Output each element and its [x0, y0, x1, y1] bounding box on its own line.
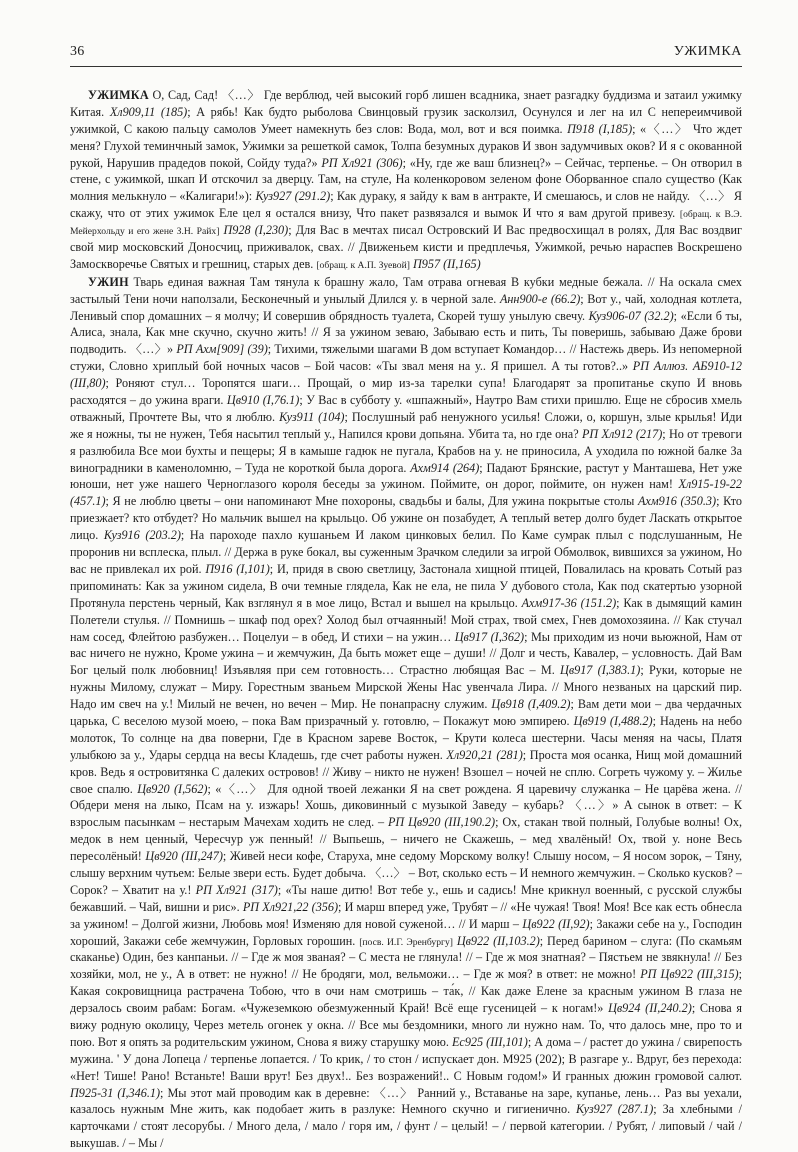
quote-text: ; Как в дымящий камин Полетели стулья. // Помнишь – шкаф под орех? Холод был отчаянный! Мой страх, твой смех, Гнев домохозяина. // Как стучал нам сосед, Флейтою разбужен… Поцелуи – в обед, И стихи – на ужин…: [70, 595, 743, 644]
quote-text: ; «〈…〉 Для одной твоей лежанки Я на свет рождена. Я царевичу служанка – Не царёва жена. // Обдери меня на лыко, Псам на у. изжарь! Хошь, диковинный с музыкой Заведу – кубарь? 〈…〉» А сынок в ответ: – К взрослым пасынкам – нестарым Мачехам ходить не след. –: [70, 781, 742, 830]
running-title: УЖИМКА: [673, 44, 742, 59]
citation-ref: РП Хл921 (317): [195, 882, 278, 897]
citation-ref: РП Цв922 (III,315): [640, 967, 739, 982]
citation-ref: П918 (I,185): [567, 121, 633, 136]
quote-text: ; А дома – / растет до ужина / свирепость мужина. ' У дона Лопеца / терпенье лопается. / То крик, / то стон / испускает дон. М925 (202); В разгаре у.. Вдруг, без перехода: «Нет! Тише! Рано! Встаньте! Ваши врут! Без двух!.. Без возражений!.. С Новым годом!» И гранных дюжин громовой салют.: [70, 1034, 742, 1083]
quote-text: ; Руки, которые не нужны Милому, служат – Миру. Горестным званьем Мирской Жены Нас увенчала Лира. // Много незваных на царский пир. Надо им свеч на у.! Милый не вечен, но вечен – Мир. Не понапрасну служим.: [70, 663, 742, 712]
citation-ref: Цв920 (I,562): [137, 781, 208, 796]
citation-ref: РП Хл921 (306): [321, 155, 403, 170]
quote-text: ; Как дураку, я зайду к вам в антракте, И смешаюсь, и слов не найду. 〈…〉 Я скажу, что от этих ужимок Еле цел я остался внизу, Что пакет развязался и вымок И что я вам другой привезу.: [70, 189, 742, 221]
citation-ref: Ахм914 (264): [410, 460, 480, 475]
quote-text: ; На пароходе пахло кушаньем И лаком цинковых белил. По Каме сумрак плыл с подслушанным, Не проронив ни всплеска, плыл. // Держа в руке бокал, вы суженным Зрачком следили за игрой Обмолвок, вившихся за ужином, Но вас не привлекал их рой.: [70, 528, 742, 576]
quote-text: ; Кто приезжает? кто отбудет? Но мальчик вышел на крыльцо. Об ужине он позабудет, А теплый ветер долго будет Ласкать открытое лицо.: [70, 494, 742, 543]
citation-ref: П925-31 (I,346.1): [70, 1085, 161, 1100]
citation-ref: Анн900-е (66.2): [499, 291, 581, 306]
header-rule: [70, 66, 742, 67]
dedication-note: [обращ. к А.П. Зуевой]: [316, 259, 410, 271]
page-number: 36: [70, 44, 85, 59]
dedication-note: [посв. И.Г. Эренбургу]: [359, 936, 453, 948]
quote-text: ; Послушный раб ненужного усилья! Сложи, о, коршун, злые крылья! Иди же я ножны, ты не нужен, Тебя насытил теплый у., Напился крови допьяна. Убита та, но где она?: [70, 409, 742, 441]
quote-text: ; Снова я вижу родную околицу, Через метель огонек у окна. // Все мы бездомники, много ли нужно нам. То, что далось мне, про то и пою. Вот я опять за родительским ужином, Снова я вижу старушку мою.: [70, 1001, 742, 1049]
citation-ref: Куз911 (104): [279, 409, 345, 424]
quote-text: ; Закажи себе на у., Господин хороший, Закажи себе жемчужин, Горловых горошин.: [70, 916, 742, 948]
citation-ref: Куз916 (203.2): [103, 528, 181, 543]
running-header: [70, 44, 742, 60]
citation-ref: Цв920 (III,247): [145, 849, 223, 864]
quote-text: ; У Вас в субботу у. «шпажный», Наутро Вам стихи пришлю. Еще не сбросив хмель отважный, Прочтете Вы, что я люблю.: [70, 393, 742, 424]
citation-ref: Цв919 (I,488.2): [573, 713, 653, 728]
quote-text: ; Проста моя осанка, Нищ мой домашний кров. Ведь я островитянка С далеких островов! // Живу – никто не нужен! Взошел – ночей не сплю. Согреть чужому у. – Жилье свое спалю.: [70, 747, 742, 796]
quote-text: ; Живей неси кофе, Старуха, мне седому Морскому волку! Слышу носом, – Я носом зорок, – Тяну, слышу верхним чутьем: Белые звери есть. Будет добыча. 〈…〉 – Вот, сколько есть – И немного жемчужин. – Сколько кусков? – Сорок? – Хватит на у.!: [70, 849, 742, 897]
quote-text: ; Я не люблю цветы – они напоминают Мне похороны, свадьбы и балы, Для ужина покрытые столы: [105, 494, 638, 509]
citation-ref: Куз927 (291.2): [255, 189, 331, 204]
quote-text: ; Ох, стакан твой полный, Голубые волны! Ох, медок в нем ценный, Чересчур уж пенный! // Выпьешь, – ничего не Скажешь, – мед хвалёный! Ох, твой у. ноне Весь пересолёный!: [70, 815, 742, 864]
citation-ref: РП Цв920 (III,190.2): [387, 815, 496, 830]
citation-ref: П957 (II,165): [412, 256, 481, 271]
quote-text: ; Но от тревоги я разлюбила Все мои бухты и пещеры; Я в камыше гадюк не пугала, Крабов на у. не приносила, А уходила по южной балке За виноградники в каменоломню, – Туда не короткой была дорога.: [70, 426, 743, 475]
citation-ref: Цв910 (I,76.1): [226, 393, 300, 408]
quote-text: ; За хлебными / карточками / стоят лесорубы. / Много дела, / мало / горя им, / фунт / – целый! – / первой категории. / Рубят, / липовый / чай / выкушав. / – Мы /: [70, 1102, 742, 1151]
citation-ref: Ахм916 (350.3): [637, 494, 717, 509]
dedication-note: [обращ. к В.Э. Мейерхольду и его жене З.Н. Райх]: [70, 209, 742, 238]
quote-text: ; Для Вас в мечтах писал Островский И Вас предвосхищал в ролях, Для Вас воздвиг свой мир московский Доносчиц, приживалок, свах. // Движеньем кисти и предплечья, Ужимкой, речью нараспев Воскрешено Замоскворечье Святых и грешниц, старых дев.: [70, 223, 742, 271]
quote-text: О, Сад, Сад! 〈…〉 Где верблюд, чей высокий горб лишен всадника, знает разгадку буддизма и затаил ужимку Китая.: [70, 88, 742, 119]
quote-text: ; Вот у., чай, холодная котлета, Ленивый спор домашних – я молчу; И совершив обрядность туалета, Скорей тушу унылую свечу.: [70, 291, 743, 323]
citation-ref: Хл909,11 (185): [109, 104, 188, 119]
citation-ref: Ахм917-36 (151.2): [521, 595, 617, 610]
quote-text: ; «Ну, где же ваш близнец?» – Сейчас, терпенье. – Он отворил в стене, с ужимкой, шкап И отскочил за дверцу. Там, на стуле, На коленкоровом зеленом фоне Оборванное спало существо (Как молния мелькнуло – «Калигари!»):: [70, 155, 742, 204]
citation-ref: РП Хл921,22 (356): [242, 899, 339, 914]
citation-ref: Хл920,21 (281): [446, 747, 523, 762]
citation-ref: Ес925 (III,101): [451, 1034, 528, 1049]
headword: УЖИН: [88, 274, 129, 289]
quote-text: ; Надень на небо молоток, То солнце на два поверни, Где в Красном зареве Восток, – Крути колеса шестерни. Часы меняя на часы, Платя улыбкою за у., Удары сердца на весы Кладешь, где счет работы нужен.: [70, 713, 742, 762]
citation-ref: Цв922 (II,103.2): [456, 933, 540, 948]
citation-ref: П928 (I,230): [223, 223, 289, 238]
entry-uzhimka: [70, 87, 742, 273]
quote-text: ; И, придя в свою светлицу, Застонала хищной птицей, Повалилась на кровать Сотый раз припоминать: Как за ужином сидела, В очи темные глядела, Как не ела, не пила У дубового стола, Как под скатертью узорной Протянула перстень черный, Как взглянул я в мое лицо, Встал и вышел на крыльцо.: [70, 561, 742, 610]
quote-text: ; Падают Брянские, растут у Манташева, Нет уже юноши, нет уже нашего Черноглазого короля беседы за ужином. Поймите, он дорог, поймите, он нужен нам!: [70, 460, 742, 492]
citation-ref: Цв917 (I,383.1): [560, 663, 641, 678]
quote-text: ; Мы приходим из ночи вьюжной, Нам от вас ничего не нужно, Кроме ужина – и жемчужин, Да быть может еще – души! // Долг и честь, Кавалер, – условность. Дай Вам Бог целый полк любовниц! Изъявляя при сем готовность… Страстно любящая Вас – М.: [70, 629, 742, 678]
quote-text: ; А рябь! Как будто рыболова Свинцовый грузик засколзил, Осунулся и лег на ил С непереимчивой ужимкой, С какою пальцу самолов Умеет намекнуть без слов: Вода, мол, вот и вся поимка.: [70, 104, 742, 136]
citation-ref: Цв922 (II,92): [522, 916, 590, 931]
headword: УЖИМКА: [88, 88, 149, 102]
quote-text: ; Мы этот май проводим как в деревне: 〈…〉 Ранний у., Вставанье на заре, купанье, лень… Раз вы уехали, казалось нужным Мне жить, как подобает жить в разлуке: Немного скучно и гигиенично.: [70, 1085, 742, 1117]
citation-ref: РП Хл912 (217): [581, 426, 663, 441]
quote-text: ; Вам дети мои – два чердачных царька, С веселою музой моею, – пока Вам призрачный у. готовлю, – Покажут мою эмпирею.: [70, 697, 742, 728]
citation-ref: Цв917 (I,362): [454, 629, 525, 644]
quote-text: ; Перед барином – слуга: (По скамьям скаканье) Один, без канпаньи. // – Где ж моя званая? – С места не глянула! // – Где ж моя знатная? – Пястьем не звякнула! // Без хозяйки, мол, не у., А в ответ: не нужно! // Не бродяги, мол, вельможи… – Где ж моя? в ответ: не можно!: [70, 933, 742, 982]
citation-ref: РП Аллюз. АБ910-12 (III,80): [70, 359, 743, 391]
quote-text: ; «Если б ты, Алиса, знала, Как мне скучно, скучно жить! // Я за ужином зеваю, Забываю есть и пить, Ты поверишь, забываю Даже брови подводить. 〈…〉»: [70, 308, 743, 357]
quote-text: ; Какая сокровищница растрачена Тобою, что в очи нам смотришь – та́к, // Как даже Елене за красным ужином В глаза не дерзалось своим рабам: Богам. «Чужеземкою обезмуженный Край! Всё еще гусеницей – к ногам!»: [70, 967, 742, 1016]
quote-text: ; «〈…〉 Что ждет меня? Глухой теминчный замок, Ужимки за решеткой самок, Толпа безумных дураков И звон задумчивых оков? И я с окованной рукой, Нарушив прадедов покой, Сойду туда?»: [70, 121, 742, 170]
citation-ref: Хл915-19-22 (457.1): [70, 477, 742, 509]
citation-ref: Цв924 (II,240.2): [608, 1001, 692, 1016]
citation-ref: П916 (I,101): [205, 561, 270, 576]
quote-text: Тварь единая важная Там тянула к брашну жало, Там отрава огневая В кубки медные бежала. // На оскала смех застылый Тени ночи наползали, Бесконечный и унылый Длился у. в черной зале.: [70, 274, 742, 306]
citation-ref: Цв918 (I,409.2): [491, 697, 571, 712]
quote-text: ; Роняют стул… Торопятся шаги… Прощай, о мир из-за тарелки супа! Благодарят за пропитанье скупо И вновь расходятся – до ужина враги.: [70, 376, 742, 408]
quote-text: ; И марш вперед уже, Трубят – // «Не чужая! Твоя! Моя! Все как есть обнеслa за ужином! – Долгой жизни, Любовь моя! Изменяю для новой суженой… // И марш –: [70, 899, 742, 931]
entry-uzhin: [70, 274, 742, 1152]
citation-ref: РП Ахм[909] (39): [176, 342, 268, 357]
citation-ref: Куз927 (287.1): [576, 1102, 654, 1117]
quote-text: ; «Ты наше дитю! Вот тебе у., ешь и садись! Мне крикнул военный, с русской службы бежавший. – Чай, вишни и рис».: [70, 882, 742, 914]
quote-text: ; Тихими, тяжелыми шагами В дом вступает Командор… // Настежь дверь. Из непомерной стужи, Словно хриплый бой ночных часов – Бой часов: «Ты звал меня на у.. Я пришел. А ты готов?..»: [70, 342, 742, 374]
citation-ref: Куз906-07 (32.2): [588, 308, 674, 323]
